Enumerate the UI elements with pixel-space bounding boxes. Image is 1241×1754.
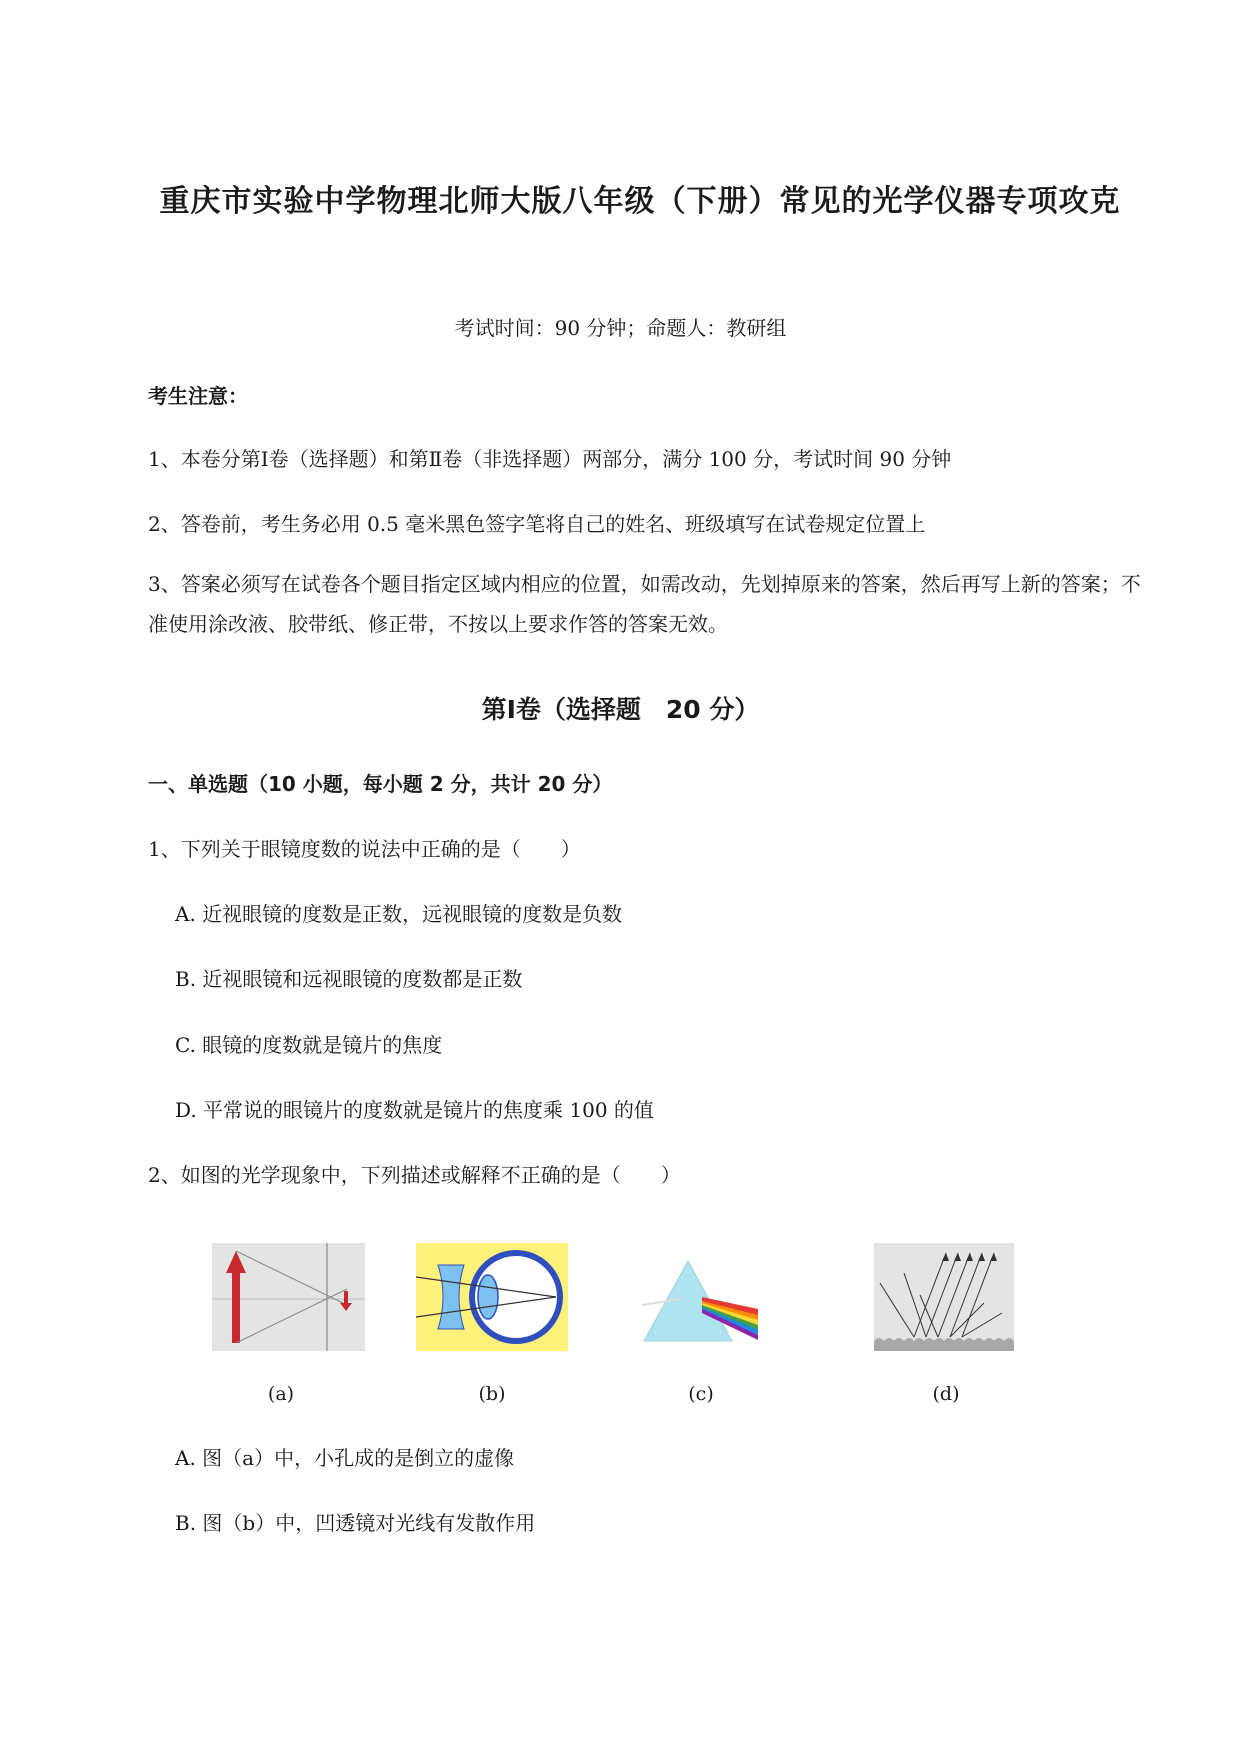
question-stem: 1、下列关于眼镜度数的说法中正确的是（ ） [148,837,581,861]
part-heading: 一、单选题（10 小题，每小题 2 分，共计 20 分） [148,772,613,796]
section-title: 第Ⅰ卷（选择题 20 分） [481,695,760,724]
figure-caption-c: (c) [688,1383,714,1405]
notice-item: 3、答案必须写在试卷各个题目指定区域内相应的位置，如需改动，先划掉原来的答案，然后再写上新的答案；不准使用涂改液、胶带纸、修正带，不按以上要求作答的答案无效。 [148,572,1141,636]
option-a: A. 图（a）中，小孔成的是倒立的虚像 [175,1446,515,1470]
figure-caption-a: (a) [267,1383,295,1405]
notice-item: 2、答卷前，考生务必用 0.5 毫米黑色签字笔将自己的姓名、班级填写在试卷规定位置上 [148,512,926,536]
figure-caption-d: (d) [932,1383,960,1405]
exam-meta: 考试时间：90 分钟；命题人：教研组 [454,316,787,340]
figure-d-diffuse-reflection [874,1243,1014,1351]
option-b: B. 近视眼镜和远视眼镜的度数都是正数 [175,967,523,991]
figure-b-concave-lens-eye [416,1243,568,1351]
option-c: C. 眼镜的度数就是镜片的焦度 [175,1033,443,1057]
figure-a-pinhole [212,1243,365,1351]
question-stem: 2、如图的光学现象中，下列描述或解释不正确的是（ ） [148,1163,681,1187]
notice-item: 1、本卷分第Ⅰ卷（选择题）和第Ⅱ卷（非选择题）两部分，满分 100 分，考试时间 90 分钟 [148,447,952,471]
figure-caption-b: (b) [478,1383,506,1405]
figure-c-prism-dispersion [642,1243,760,1351]
page-title: 重庆市实验中学物理北师大版八年级（下册）常见的光学仪器专项攻克 [159,184,1121,219]
option-d: D. 平常说的眼镜片的度数就是镜片的焦度乘 100 的值 [175,1098,654,1122]
option-b: B. 图（b）中，凹透镜对光线有发散作用 [175,1511,536,1535]
notice-heading: 考生注意： [148,384,248,408]
option-a: A. 近视眼镜的度数是正数，远视眼镜的度数是负数 [175,902,623,926]
